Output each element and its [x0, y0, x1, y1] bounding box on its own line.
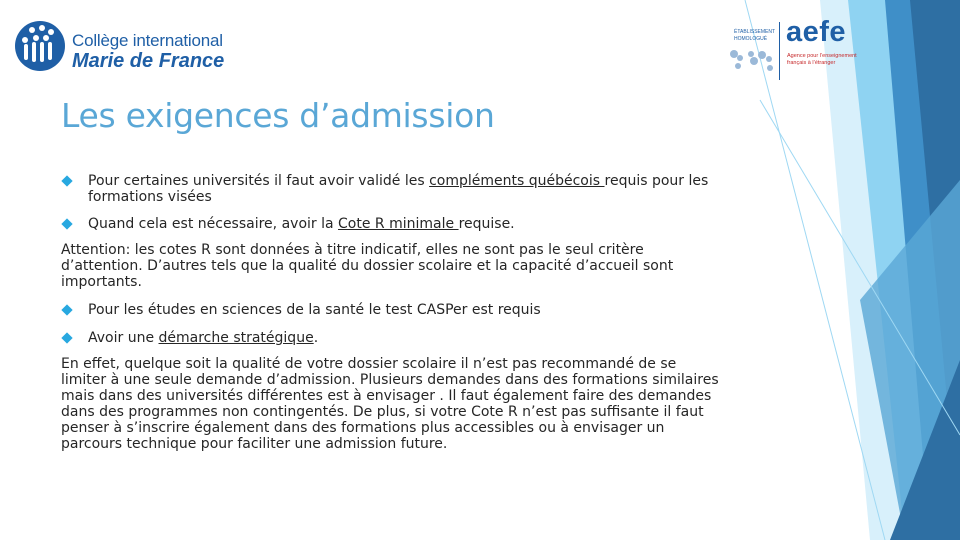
college-name-line2: Marie de France — [72, 50, 225, 72]
diamond-bullet-icon — [61, 175, 72, 186]
aefe-small-text: ÉTABLISSEMENT HOMOLOGUÉ — [734, 29, 775, 42]
bullet-item: Avoir une démarche stratégique. — [61, 330, 721, 346]
slide-content — [61, 173, 721, 452]
diamond-bullet-icon — [61, 332, 72, 343]
strategy-paragraph: En effet, quelque soit la qualité de votre dossier scolaire il n’est pas recommandé de se limiter à une seule demande d’admission. Plusieurs demandes dans des formations similaires mais dans des universités différentes est à envisager . Il faut également faire des demandes dans des programmes non contingentés. De plus, si votre Cote R n’est pas suffisante il faut penser à s’inscrire également dans des formations plus accessibles ou à envisager un parcours technique pour faciliter une admission future. — [61, 356, 719, 452]
bullet-item: Pour les études en sciences de la santé le test CASPer est requis — [61, 302, 721, 318]
aefe-wordmark: aefe — [786, 16, 847, 48]
college-logo — [14, 14, 234, 78]
slide-title: Les exigences d’admission — [61, 96, 495, 135]
link-complements-quebecois[interactable]: compléments québécois — [429, 173, 605, 189]
diamond-bullet-icon — [61, 218, 72, 229]
college-emblem-icon — [14, 18, 66, 74]
aefe-subtitle: Agence pour l’enseignement français à l’étranger — [787, 53, 857, 66]
world-map-icon — [726, 46, 778, 76]
diamond-bullet-icon — [61, 304, 72, 315]
link-demarche-strategique[interactable]: démarche stratégique — [158, 330, 314, 346]
aefe-divider — [779, 22, 780, 80]
bullet-item: Quand cela est nécessaire, avoir la Cote R minimale requise. — [61, 216, 721, 232]
bullet-item: Pour certaines universités il faut avoir validé les compléments québécois requis pour les formations visées — [61, 173, 721, 205]
aefe-logo — [726, 16, 861, 84]
link-cote-r-minimale[interactable]: Cote R minimale — [338, 216, 459, 232]
college-name-line1: Collège international — [72, 31, 223, 50]
attention-paragraph: Attention: les cotes R sont données à titre indicatif, elles ne sont pas le seul critère d’attention. D’autres tels que la qualité du dossier scolaire et la capacité d’accueil sont importants. — [61, 242, 674, 290]
